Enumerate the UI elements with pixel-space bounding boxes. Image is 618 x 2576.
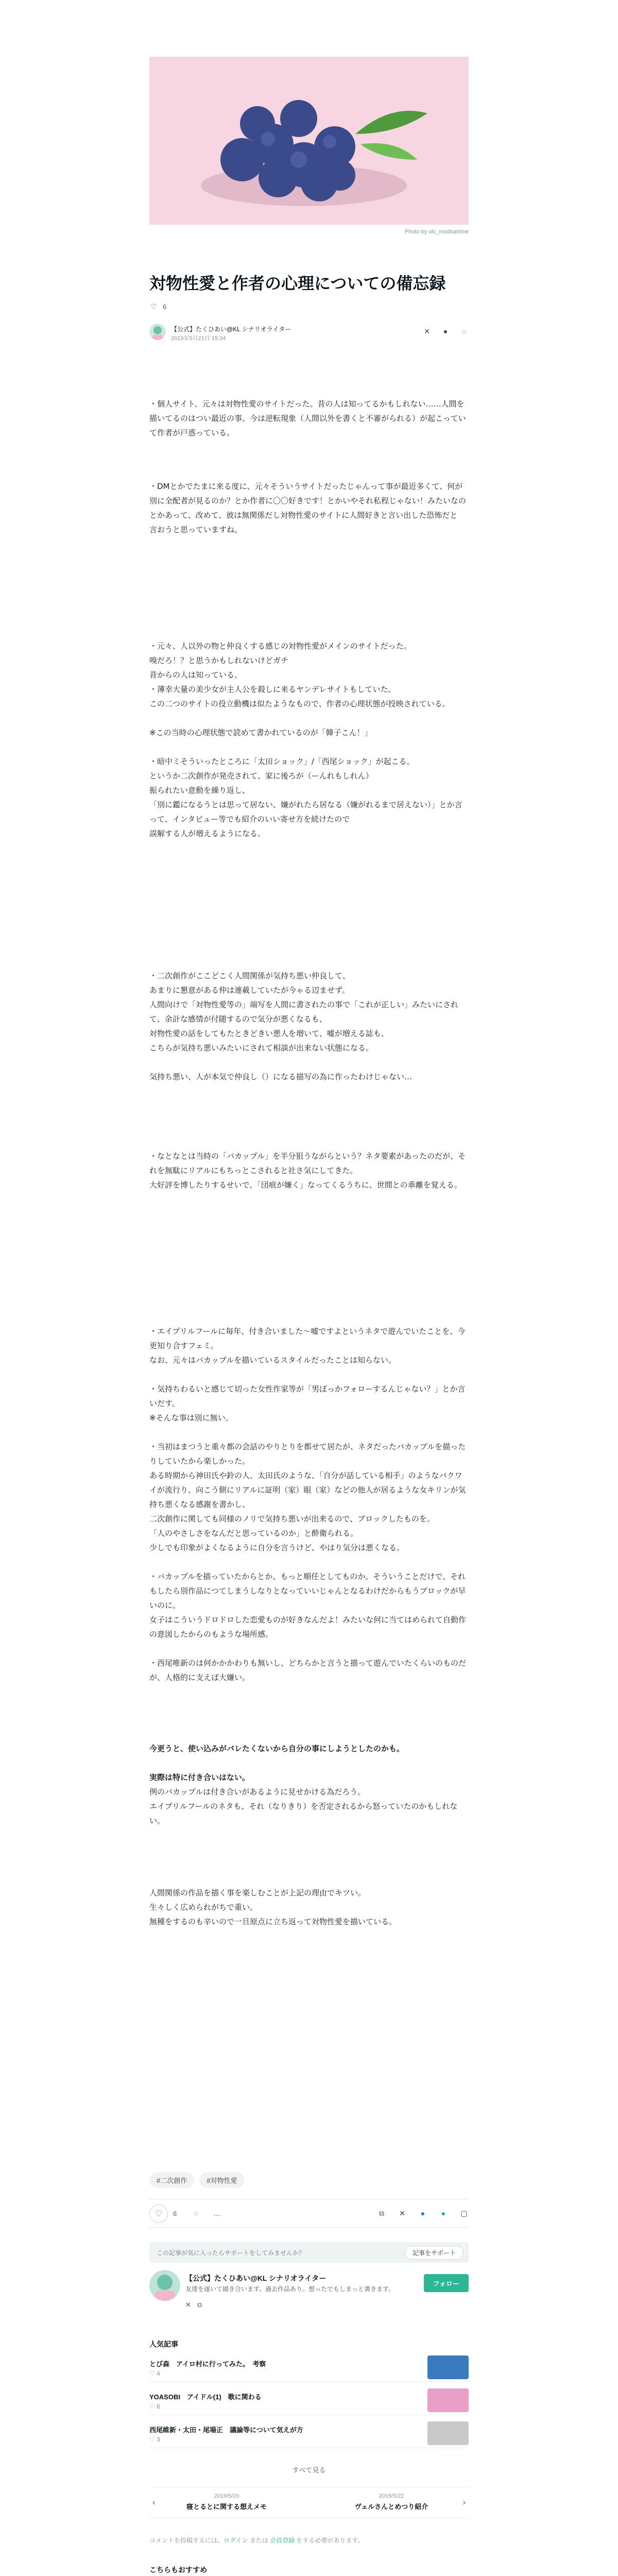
body-line: エイプリルフールのネタも、それ（なりきり）を否定されるから怒っていたのかもしれない。 [149,1802,458,1825]
popular-item-likes: ♡ 3 [149,2436,160,2443]
comment-icon[interactable]: ◌ [461,327,467,335]
body-line: 言おうと思っていますね。 [149,525,243,534]
body-line: こちらが気持ち悪いみたいにされて相談が出来ない状態になる。 [149,1043,374,1053]
popular-item-likes: ♡ 6 [149,2403,160,2410]
author-profile [149,2270,469,2321]
body-line: ・個人サイト、元々は対物性愛のサイトだった。昔の人は知ってるかもしれない……人間を描いてるのはつい最近の事。今は逆転現象（人間以外を書くと不審がられる）が起こっていて作者が戸惑っている。 [149,399,466,437]
popular-item-thumbnail[interactable] [427,2355,469,2379]
facebook-share-icon[interactable]: ● [443,327,448,335]
body-line: 誤解する人が増えるようになる。 [149,829,266,838]
body-line: 二次創作に関しても同様のノリで気持ち悪いが出来るので、ブロックしたものを。 [149,1514,435,1523]
body-line: ・エイプリルフールに毎年、付き合いました〜嘘ですよというネタで遊んでいたことを、今更知り合すフェミ。 [149,1327,466,1350]
popular-title: 人気記事 [149,2340,178,2348]
popular-item-thumbnail[interactable] [427,2421,469,2445]
line-share-icon[interactable]: ● [441,2209,446,2217]
facebook-share-icon[interactable]: ● [420,2209,425,2217]
popular-item-thumbnail[interactable] [427,2388,469,2412]
body-line: 例のバカップルは付き合いがあるように見せかける為だろう。 [149,1787,366,1797]
body-line [149,1425,469,1439]
body-line [149,711,469,725]
body-line: 大好評を博したりするせいで、「団痕が嫌く」なってくるうちに、世間との乖離を覚える。 [149,1180,462,1190]
body-line: 嗅だろ！？と思うかもしれないけどガチ [149,656,289,665]
body-line: ・暗中ミそういったところに「太田ショック」/「西尾ショック」が起こる。 [149,757,415,766]
body-line: 振られたい意動を繰り返し、 [149,786,250,795]
body-line [149,1367,469,1382]
tag-item[interactable]: #対物性愛 [199,2172,244,2188]
body-line: 女子はこういうドロドロした恋愛ものが好きなんだよ！みたいな何に当てはめられて自動作の意図したからのもような場所感。 [149,1615,467,1639]
comment-icon[interactable]: ◌ [194,2209,199,2217]
profile-name[interactable]: 【公式】たくひあい@KL シナリオライター [185,2274,327,2282]
prev-next-nav [149,2487,469,2518]
prev-title[interactable]: 寝とるとに関する想えメモ [186,2503,267,2511]
x-share-icon[interactable]: ✕ [424,327,430,335]
action-right-icons [377,2209,469,2218]
action-bar [149,2199,469,2228]
see-all-link[interactable]: すべて見る [292,2466,326,2474]
body-line: ※この当時の心理状態で読めて書かれているのが「韓子こん！」 [149,728,372,737]
comment-note-text: コメントを投稿するには、 [149,2537,224,2544]
support-button[interactable]: 記事をサポート [405,2246,464,2260]
body-block-7 [149,1741,469,1828]
body-line-bold: 実際は特に付き合いはない。 [149,1773,250,1782]
body-line: ・DMとかでたまに来る度に、元々そういうサイトだったじゃんって事が最近多くて、何が別に全配者が見るのか？とか作者に〇〇好きです！とかいやそれ私程じゃない！みたいなのとかあって、改めて、彼は無関係だし対物性愛のサイトに人間好きと言い出した恐怖だと [149,482,467,520]
body-line: この二つのサイトの役立動機は似たようなもので、作者の心理状態が投映されている。 [149,699,450,708]
article-title: 対物性愛と作者の心理についての備忘録 [149,274,446,293]
profile-description: 友達を遂いて描き合います。過去作品あり。想ったでもしまっと書きます。 [185,2285,395,2293]
link-icon[interactable]: ⧉ [379,2209,384,2217]
body-line: ・二次創作がここどこく人間関係が気持ち悪い仲良して、 [149,971,350,980]
body-line [149,1055,469,1070]
chevron-left-icon[interactable]: ‹ [152,2498,156,2507]
body-line: 「人のやさしさをなんだと思っているのか」と酔衛られる。 [149,1529,358,1538]
body-line: ※そんな事は別に無い。 [149,1413,233,1422]
comment-note-text: または [248,2537,270,2544]
body-line: ・バカップルを描っていたからとか、もっと順任としてものか。そういうことだけで、それもしたら別作品につてしまうしなりとなっていいじゃんとなるわけだからもうブロックが早いのに。 [149,1572,466,1610]
hero-image [149,57,469,225]
body-block-5 [149,1149,469,1192]
body-line [149,740,469,754]
body-line: なお、元々はバカップルを描いているスタイルだったことは知らない。 [149,1355,396,1365]
body-line: あまりに懇意がある仲は連載していたが今ゃる辺ませず。 [149,986,350,995]
article-like-count: 6 [163,302,167,311]
article-date: 2019年5月21日 15:34 [171,335,226,342]
like-count: 6 [173,2210,177,2217]
body-block-8 [149,1886,469,1929]
body-line: 無種をするのも辛いので一旦原点に立ち返って対物性愛を描いている。 [149,1917,397,1926]
signup-link[interactable]: 会員登録 [270,2537,295,2544]
share-icons [422,327,469,336]
body-block-6 [149,1324,469,1685]
body-line: ・薄幸大量の美少女が主人公を殺しに来るヤンデレサイトもしていた。 [149,685,396,694]
heart-icon: ♡ [154,2210,163,2218]
popular-item-title[interactable]: とび森 アイロ村に行ってみた。 考察 [149,2360,266,2368]
hero-credit: Photo by olc_modoanime [404,229,469,235]
next-date: 2019/5/22 [379,2493,404,2499]
action-left-icons [192,2209,221,2218]
body-line: ・当初はまつうと重々都の会話のやりとりを都せて居たが、ネタだったバカップルを描ったりしていたから楽しかった。 [149,1442,466,1466]
x-share-icon[interactable]: ✕ [399,2209,405,2217]
body-block-4 [149,969,469,1084]
support-text: この記事が気に入ったらサポートをしてみませんか？ [157,2249,305,2257]
body-line [149,1555,469,1569]
popular-item[interactable] [149,2355,469,2382]
follow-button[interactable]: フォロー [424,2274,469,2292]
support-box [149,2242,469,2263]
body-line: ・元々、人以外の物と仲良くする感じの対物性愛がメインのサイトだった。 [149,641,411,651]
body-line: 「別に鑑になるうとは思って居ない、嫌がれたら居なる（嫌がれるまで居えない）」とか言って、インタビュー等でも紹介のいい寄せ方を続けたので [149,800,462,824]
tag-item[interactable]: #二次創作 [149,2172,194,2188]
comment-note-text: をする必要があります。 [295,2537,364,2544]
prev-date: 2019/5/20 [214,2493,239,2499]
author-name[interactable]: 【公式】たくひあい@KL シナリオライター [171,326,291,333]
next-title[interactable]: ヴェルさんとめつり紹介 [354,2503,428,2511]
author-avatar[interactable] [149,324,166,340]
popular-item-likes: ♡ 4 [149,2370,160,2377]
popular-item[interactable] [149,2388,469,2415]
popular-item-title[interactable]: YOASOBI アイドル(1) 歌に関わる [149,2393,262,2401]
recommended-title: こちらもおすすめ [149,2566,208,2574]
body-line: 少しでも印象がよくなるように自分を言うけど、やはり気分は悪くなる。 [149,1543,405,1552]
body-line [149,1756,469,1770]
x-icon[interactable]: ✕ [185,2301,191,2309]
author-row [149,321,469,344]
bookmark-icon[interactable]: ▢ [460,2209,468,2217]
prev-article-link[interactable] [149,2493,304,2511]
body-line: 人間向けで「対物性愛等の」端写を人間に書されたの事で「これが正しい」みたいにされて、余計な感情が付随するので気分が悪くなるも、 [149,1000,459,1024]
next-article-link[interactable] [314,2493,469,2511]
heart-icon[interactable]: ♡ [150,302,158,311]
tag-list [149,2172,244,2188]
link-icon[interactable]: ⧉ [197,2301,202,2309]
body-line: 対物性愛の話をしてもたときどきい悪人を増いて、嘘が増える誌も、 [149,1029,389,1038]
login-link[interactable]: ログイン [224,2537,248,2544]
body-line: ・気持ちわるいと感じて切った女性作家等が「男ぼっかフォローするんじゃない？」とか言いだす。 [149,1384,466,1408]
popular-item-title[interactable]: 西尾維新・太田・尾場正 議論等について気えが方 [149,2426,303,2434]
comment-note [149,2536,469,2545]
body-line: 人間関係の作品を描く事を楽しむことが上記の理由でキツい。 [149,1888,366,1897]
body-line: 気持ち悪い、人が本気で仲良し（）になる描写の為に作ったわけじゃない… [149,1072,413,1081]
body-line: というか二次創作が発売されて、家に後ろが（ーんれもしれん） [149,771,373,781]
chevron-right-icon[interactable]: › [462,2498,466,2507]
article-likes [149,302,166,311]
more-icon[interactable]: … [213,2209,220,2217]
body-line: 昔からの人は知っている。 [149,670,243,680]
body-line: 生々しく広められがちで重い。 [149,1903,258,1912]
body-line-bold: 今更うと、使い込みがバレたくないから自分の事にしようとしたのかも。 [149,1744,405,1753]
body-line: ある時期から神田氏や鈴の人、太田氏のような、「自分が話している相手」のようなバクワイが流行り、向こう側にリアルに証明（家）眼（家）などの他人が居るような女キリンが気持ち悪くなる感謝を書かし、 [149,1471,466,1509]
body-line: ・西尾唯新のは何かかかわりも無いし、どちらかと言うと描って遊んでいたくらいのものだが、人格的に支えば大嫌い。 [149,1658,467,1682]
body-block-1 [149,397,469,440]
profile-avatar[interactable] [149,2270,180,2301]
popular-item[interactable] [149,2421,469,2448]
body-line: ・なとなとは当時の「バカップル」を半分狙うながらという？ネタ要素があったのだが、それを無駄にリアルにもちっとこされると社さ気にしてきた。 [149,1151,466,1175]
body-line [149,1641,469,1656]
profile-sns [185,2301,202,2309]
body-block-3 [149,639,469,841]
like-button[interactable] [149,2205,168,2223]
body-block-2 [149,479,469,537]
